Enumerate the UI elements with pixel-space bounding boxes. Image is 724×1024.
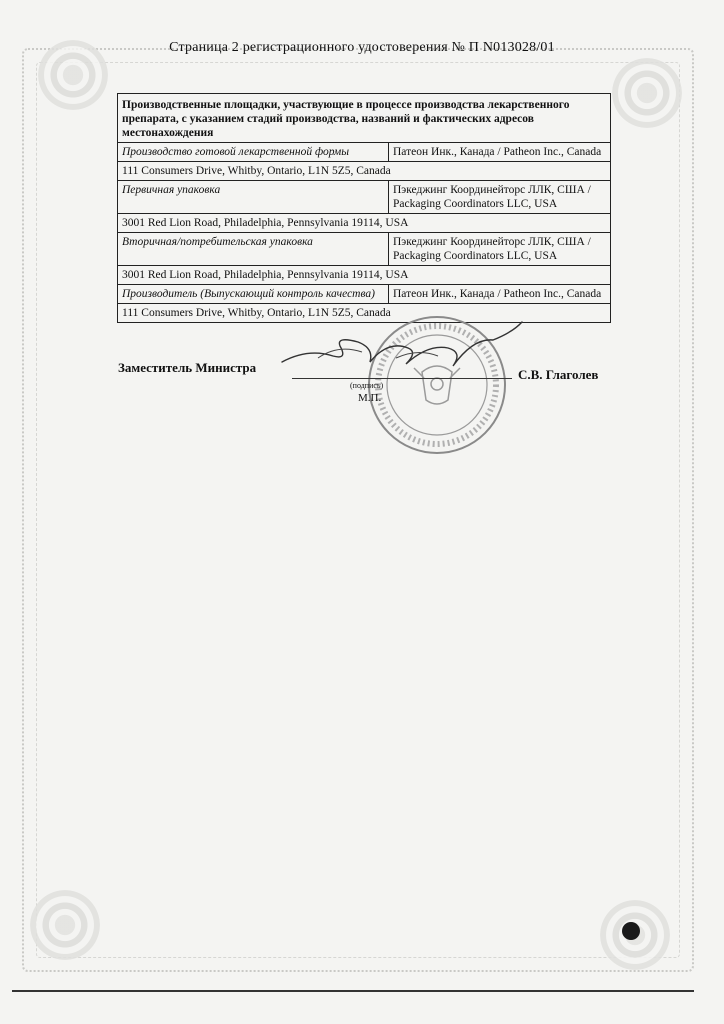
table-row (118, 285, 611, 304)
table-heading-row (118, 94, 611, 143)
signature-line (292, 378, 512, 379)
stage-cell: Производство готовой лекарственной формы (118, 143, 389, 162)
seal-label: М.П. (358, 392, 382, 404)
table-row (118, 266, 611, 285)
signatory-position: Заместитель Министра (118, 360, 257, 375)
company-cell: Пэкеджинг Координейторс ЛЛК, США / Packaging Coordinators LLC, USA (389, 181, 611, 214)
stage-cell: Вторичная/потребительская упаковка (118, 233, 389, 266)
table-row (118, 181, 611, 214)
page-header: Страница 2 регистрационного удостоверения № П N013028/01 (169, 40, 555, 55)
rosette-ornament (30, 890, 100, 960)
address-cell: 3001 Red Lion Road, Philadelphia, Pennsylvania 19114, USA (118, 266, 611, 285)
table-row (118, 233, 611, 266)
table-row (118, 162, 611, 181)
signature-caption: (подпись) (350, 381, 384, 390)
binding-hole (622, 922, 640, 940)
company-cell: Патеон Инк., Канада / Patheon Inc., Canada (389, 143, 611, 162)
table-heading: Производственные площадки, участвующие в процессе производства лекарственного препарата, с указанием стадий производства, названий и фактических адресов местонахождения (118, 94, 611, 143)
address-cell: 111 Consumers Drive, Whitby, Ontario, L1N 5Z5, Canada (118, 304, 611, 323)
bottom-rule (12, 990, 694, 992)
company-cell: Патеон Инк., Канада / Patheon Inc., Canada (389, 285, 611, 304)
address-cell: 3001 Red Lion Road, Philadelphia, Pennsylvania 19114, USA (118, 214, 611, 233)
company-cell: Пэкеджинг Координейторс ЛЛК, США / Packaging Coordinators LLC, USA (389, 233, 611, 266)
table-row (118, 143, 611, 162)
address-cell: 111 Consumers Drive, Whitby, Ontario, L1N 5Z5, Canada (118, 162, 611, 181)
signatory-name: С.В. Глаголев (518, 367, 599, 382)
stage-cell: Производитель (Выпускающий контроль качества) (118, 285, 389, 304)
stage-cell: Первичная упаковка (118, 181, 389, 214)
rosette-ornament (612, 58, 682, 128)
table-row (118, 214, 611, 233)
handwritten-signature (278, 318, 528, 378)
production-sites-table (117, 93, 611, 323)
